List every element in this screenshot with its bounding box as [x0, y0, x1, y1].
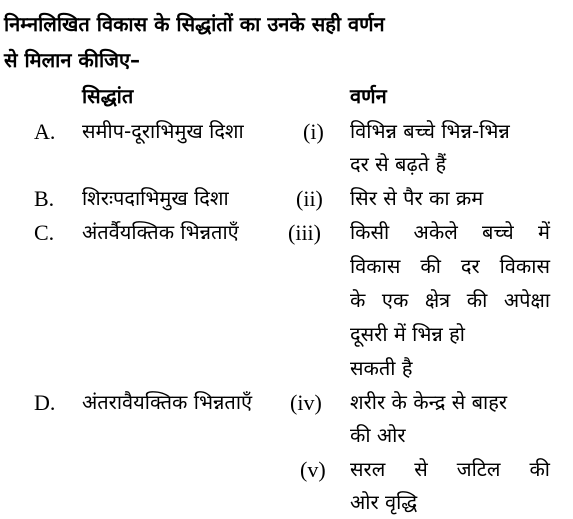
description-number: (iii) — [288, 220, 321, 245]
description-line: ओर वृद्धि — [350, 490, 418, 514]
description-number: (ii) — [296, 186, 323, 211]
description-line: किसी अकेले बच्चे में — [350, 220, 550, 244]
principle-letter: C. — [34, 220, 55, 245]
description-line: शरीर के केन्द्र से बाहर — [350, 390, 508, 414]
question-line-2: से मिलान कीजिए– — [4, 48, 141, 72]
principle-letter: B. — [34, 186, 55, 211]
principle-text: समीप-दूराभिमुख दिशा — [82, 119, 244, 143]
question-text — [4, 6, 564, 78]
description-number: (i) — [303, 119, 324, 144]
description-line: के एक क्षेत्र की अपेक्षा — [350, 288, 550, 312]
description-line: विकास की दर विकास — [350, 254, 550, 278]
description-line: सरल से जटिल की — [350, 457, 550, 481]
principle-column-header: सिद्धांत — [82, 84, 134, 108]
description-line: दूसरी में भिन्न हो — [350, 322, 465, 346]
principle-text: अंतरावैयक्तिक भिन्नताएँ — [82, 390, 253, 414]
principle-letter: D. — [34, 390, 56, 415]
description-number: (iv) — [290, 390, 322, 415]
description-number: (v) — [300, 457, 326, 482]
principle-text: शिरःपदाभिमुख दिशा — [82, 186, 229, 210]
description-column-header: वर्णन — [350, 84, 387, 108]
description-line: सिर से पैर का क्रम — [350, 186, 484, 210]
description-line: विभिन्न बच्चे भिन्न-भिन्न — [350, 119, 510, 143]
description-line: दर से बढ़ते हैं — [350, 152, 447, 176]
description-line: की ओर — [350, 423, 406, 447]
principle-letter: A. — [34, 119, 56, 144]
principle-text: अंतर्वैयक्तिक भिन्नताएँ — [82, 220, 239, 244]
description-line: सकती है — [350, 356, 413, 380]
question-line-1: निम्नलिखित विकास के सिद्धांतों का उनके सही वर्णन — [4, 12, 385, 36]
